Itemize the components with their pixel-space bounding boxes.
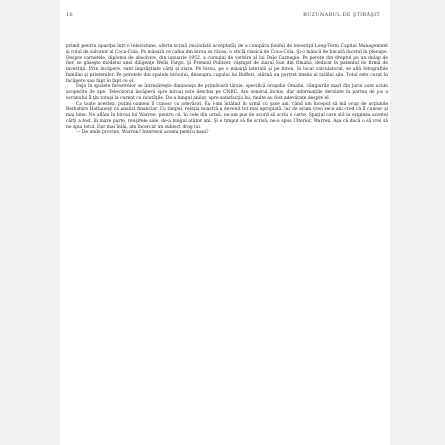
running-title: BUZUNARUL DE ŞTIRĂŞIT	[303, 12, 380, 18]
page-number: 16	[66, 12, 73, 18]
paragraph-1: primit pentru apariţia într-o televiziune, oferta scrisă (niciodată acceptată) de a cumpăra fondul de investiţii Long-Term Capital Management şi rolul de salvator al Coca-Cola. Pe măsură ce cafea din birou se răcea, o sticlă clasică de Coca-Cola. Şi-o mâncă de bucată încetul în pleoape. Despre carnetele, diploma de absolvire, din ianuarie 1952, a cursului de vorbire al lui Dale Carnegie. Pe perete din dreptul pe un dulap de fier, se găseşte modelul unei diligenţe Wells Fargo. Şi Premiul Pulitzer, câştigat de ziarul Sun din Omaha, dedicat în patentul de firmă de investiţii. Prin încăpere, sunt împrăştiate cărţi şi ziare. Pe birou, pe o măsuţă laterală şi pe birou, în local calculatorul, se află fotografiile familiei şi prietenilor. Pe peretele din spatele biroului, deasupra capului lui Buffett, atârnă un portret imens al tatălui său. Totul este curat în încăpere sau fapt în fapt ce el.	[66, 44, 388, 84]
page-header	[60, 12, 390, 22]
paragraph-3: Ca toate acestea, puţini oameni îl cunosc cu adevărat. Eu l-am întâlnit în urmă cu şase ani, când am început să mă ocup de acţiunile Berkshire Hathaway ca analist financiar. Cu timpul, relaţia noastră a devenit tot mai apropiată, iar de acum vreo zece ani cred că îl cunosc şi mai bine. Ne aflăm în biroul lui Warren, pentru că, în cele din urmă, ne-am pus de acord să scriu o carte. Spaţiul care stă la originea acestei cărţi a fost, în mare parte, reuşitele sale, de-a lungul atâtor ani. Şi e timpul să fie scrisă, ne-a spus Ulterior, Warren. Aşa că dacă o să vrei să ne spui totul. Dar mai întâi, am încercat un subiect drag lui.	[66, 101, 388, 130]
book-page	[60, 0, 390, 445]
paragraph-4: — De unde provine, Warren? Interesul acesta pentru bani?	[76, 130, 209, 136]
paragraph-2: Deja în spatele ferestrelor se întrezăreşte dimineaţa de primăvară târzie, specifică oraşului Omaha, câmpurile mari din jurul sunt acum acoperite de ape. Televizorul încăperii spre biroul este deschis pe CNBC. Are sonorul închis, dar informaţiile derulate în partea de jos a ecranului îl ţin totuşi la curent cu noutăţile. De-a lungul anilor, spre satisfacţia lui, multe au fost adevărate despre el.	[66, 84, 388, 101]
body-text	[66, 44, 388, 136]
